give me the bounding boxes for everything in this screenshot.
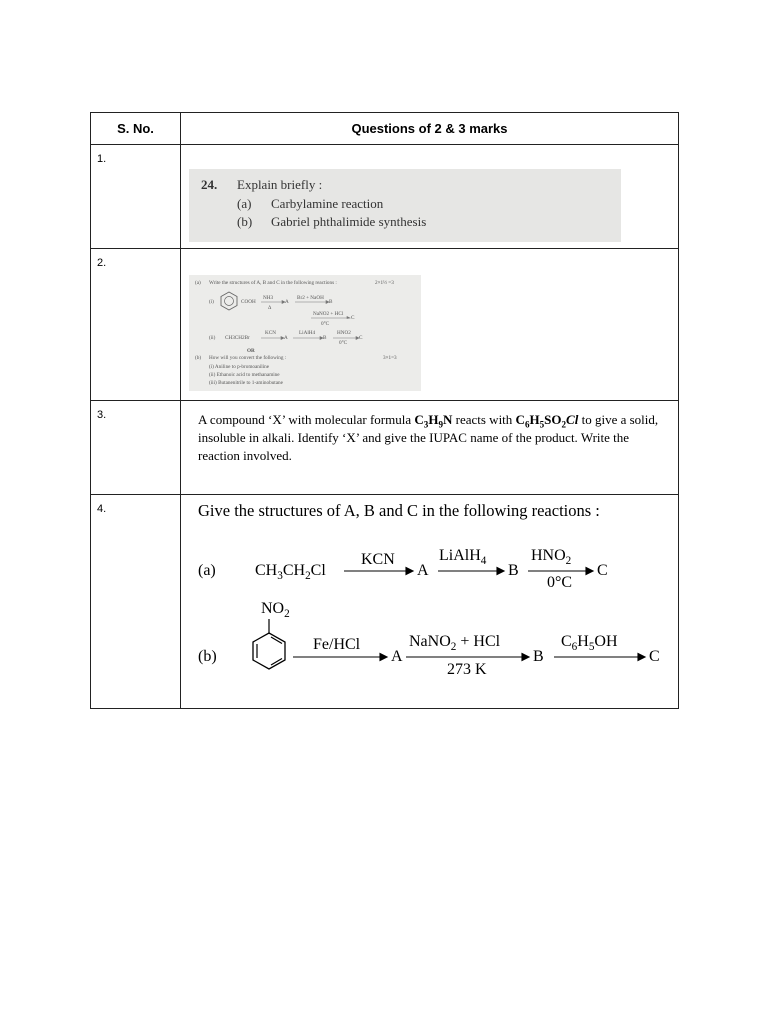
product: B	[508, 562, 519, 579]
reaction-arrows	[189, 275, 421, 391]
reagent: HNO2	[337, 330, 351, 336]
question-prompt: Give the structures of A, B and C in the following reactions :	[198, 501, 600, 520]
part-label: (a)	[195, 280, 201, 286]
part-label: (a)	[198, 562, 216, 579]
option-label: (b)	[237, 214, 253, 229]
reagent-condition: 273 K	[447, 661, 487, 678]
benzene-ring-icon	[249, 617, 289, 673]
question-cell	[181, 401, 679, 495]
questions-table	[90, 112, 679, 709]
formula-subscript: 3	[423, 419, 429, 430]
table-row	[91, 495, 679, 709]
formula-part: LiAlH	[439, 547, 481, 564]
question-cell	[181, 495, 679, 709]
formula-subscript: 5	[539, 419, 545, 430]
row-number: 1.	[91, 145, 181, 249]
scanned-question-image	[189, 169, 621, 242]
part-label: (b)	[198, 648, 217, 665]
reagent: KCN	[361, 551, 395, 568]
part-label: (b)	[195, 355, 202, 361]
question-text: to give a solid, insoluble in alkali. Identify ‘X’ and give the IUPAC name of the product. Write the reaction involved.	[198, 412, 659, 463]
product: B	[329, 299, 333, 305]
formula-subscript: 2	[561, 419, 567, 430]
option-label: (a)	[237, 196, 252, 211]
formula-subscript: 2	[305, 570, 311, 583]
marks: 3×1=3	[383, 355, 397, 361]
reaction-arrows	[181, 495, 679, 709]
formula-subscript: 6	[571, 641, 578, 654]
option-text: Carbylamine reaction	[271, 196, 384, 211]
question-prompt: Explain briefly :	[237, 177, 323, 192]
question-text: reacts with	[452, 412, 516, 427]
formula-subscript: 3	[277, 570, 283, 583]
formula-part: N	[442, 412, 453, 427]
sub-label: (i)	[209, 299, 214, 305]
formula-part: OH	[594, 633, 618, 650]
formula-part: NO	[261, 600, 285, 617]
product: C	[359, 335, 363, 341]
product: C	[649, 648, 660, 665]
product: C	[597, 562, 608, 579]
table-row	[91, 401, 679, 495]
formula-subscript: 9	[438, 419, 443, 430]
product: B	[533, 648, 544, 665]
row-number: 3.	[91, 401, 181, 495]
formula-part: H	[428, 412, 439, 427]
formula-subscript: 2	[284, 608, 290, 621]
formula-part: SO	[544, 412, 562, 427]
reagent: 0°C	[339, 340, 348, 346]
product: B	[323, 335, 327, 341]
formula-part: Cl	[566, 412, 579, 427]
formula-part: H	[577, 633, 589, 650]
reagent: 0°C	[321, 321, 330, 327]
conversion-item: (i) Aniline to p-bromoaniline	[209, 364, 270, 370]
formula-part: + HCl	[456, 633, 501, 650]
sub-label: (ii)	[209, 335, 216, 341]
formula-part: C	[515, 412, 525, 427]
reagent: Δ	[268, 305, 272, 311]
formula-part: C	[561, 633, 572, 650]
row-number: 2.	[91, 249, 181, 401]
part-prompt: How will you convert the following :	[209, 355, 287, 361]
group-text: COOH	[241, 299, 256, 305]
reagent-condition: 0°C	[547, 574, 573, 591]
formula-part: CH	[255, 562, 278, 579]
reagent: Br2 + NaOH	[297, 295, 324, 301]
product: C	[351, 315, 355, 321]
formula-part: CH	[282, 562, 306, 579]
conversion-item: (ii) Ethanoic acid to methanamine	[209, 372, 280, 378]
reagent: NH3	[263, 295, 274, 301]
formula-subscript: 4	[480, 555, 487, 568]
formula-subscript: 5	[588, 641, 595, 654]
reactant: CH3CH2Br	[225, 335, 250, 341]
question-number: 24.	[201, 177, 218, 192]
table-row	[91, 249, 679, 401]
question-cell	[181, 145, 679, 249]
molecular-formula	[414, 412, 453, 430]
question-text: A compound ‘X’ with molecular formula	[198, 412, 415, 427]
table-header-row	[91, 113, 679, 145]
formula-part: NaNO	[409, 633, 451, 650]
marks: 2×1½ =3	[375, 280, 394, 286]
formula-part: Cl	[310, 562, 326, 579]
reagent: KCN	[265, 330, 276, 336]
header-questions: Questions of 2 & 3 marks	[181, 113, 679, 145]
product: A	[285, 299, 289, 305]
option-text: Gabriel phthalimide synthesis	[271, 214, 427, 229]
reagent: NaNO2 + HCl	[313, 311, 344, 317]
formula-part: H	[529, 412, 540, 427]
header-sno: S. No.	[91, 113, 181, 145]
product: A	[391, 648, 403, 665]
formula-subscript: 6	[524, 419, 530, 430]
reagent: Fe/HCl	[313, 636, 361, 653]
product: A	[284, 335, 288, 341]
product: A	[417, 562, 429, 579]
conversion-item: (iii) Butanenitrile to 1-aminobutane	[209, 380, 283, 386]
question-cell	[181, 249, 679, 401]
table-row	[91, 145, 679, 249]
reagent: LiAlH4	[299, 330, 316, 336]
part-prompt: Write the structures of A, B and C in the following reactions :	[209, 280, 337, 286]
reagent-formula	[515, 412, 579, 430]
formula-subscript: 2	[565, 555, 572, 568]
row-number: 4.	[91, 495, 181, 709]
formula-part: C	[414, 412, 424, 427]
formula-subscript: 2	[450, 641, 457, 654]
scanned-question-image	[189, 275, 421, 391]
or-divider: OR	[247, 348, 255, 354]
formula-part: HNO	[531, 547, 566, 564]
